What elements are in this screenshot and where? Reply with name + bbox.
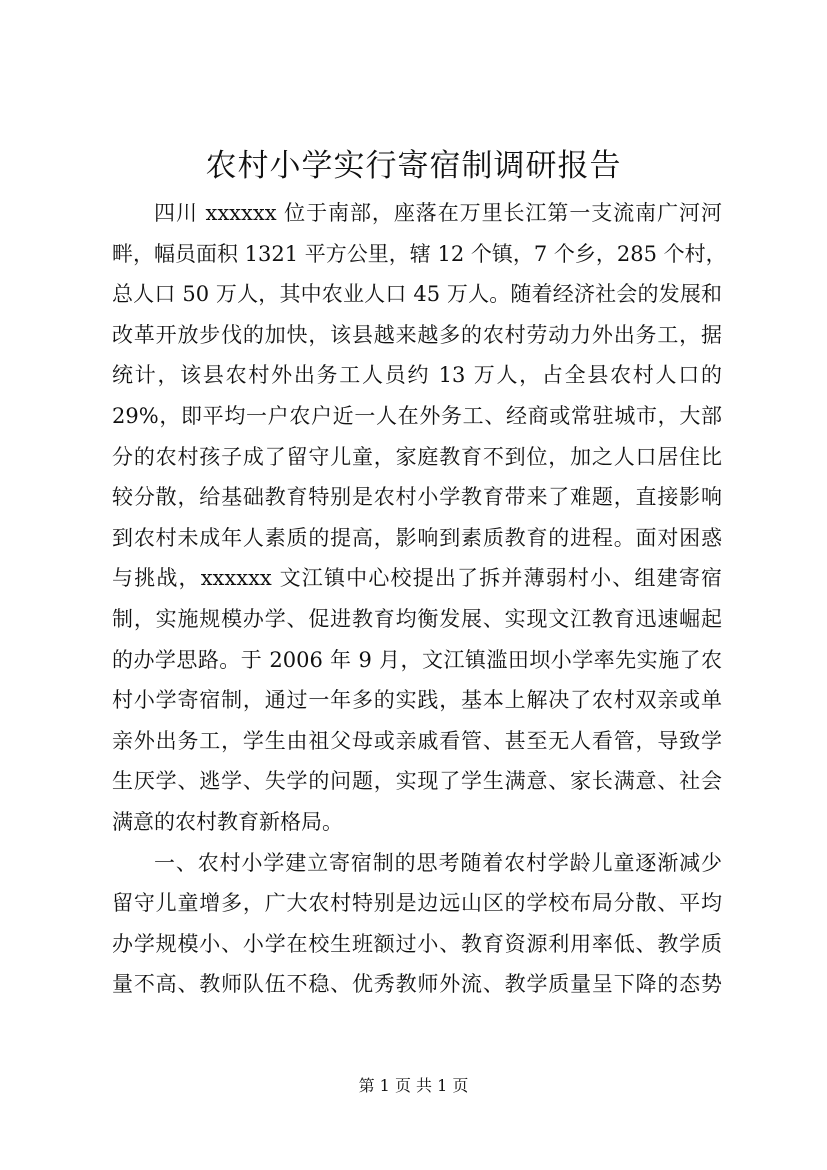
text-line: 与挑战，xxxxxx 文江镇中心校提出了拆并薄弱村小、组建寄宿	[112, 566, 722, 591]
text-line: 生厌学、逃学、失学的问题，实现了学生满意、家长满意、社会	[112, 769, 722, 794]
text-line: 的办学思路。于 2006 年 9 月，文江镇滥田坝小学率先实施了农	[112, 647, 722, 672]
text-line: 制，实施规模办学、促进教育均衡发展、实现文江教育迅速崛起	[112, 606, 722, 631]
text-line: 满意的农村教育新格局。	[112, 809, 343, 834]
text-line: 改革开放步伐的加快，该县越来越多的农村劳动力外出务工，据	[112, 322, 722, 347]
page-footer: 第 1 页 共 1 页	[358, 1076, 469, 1095]
text-line: 分的农村孩子成了留守儿童，家庭教育不到位，加之人口居住比	[112, 444, 722, 469]
text-line: 畔，幅员面积 1321 平方公里，辖 12 个镇，7 个乡，285 个村，	[112, 241, 727, 266]
text-line: 统计，该县农村外出务工人员约 13 万人，占全县农村人口的	[112, 363, 722, 388]
text-line: 留守儿童增多，广大农村特别是边远山区的学校布局分散、平均	[112, 891, 722, 916]
text-line: 办学规模小、小学在校生班额过小、教育资源利用率低、教学质	[112, 931, 722, 956]
document-body	[112, 193, 727, 1005]
paragraph	[112, 843, 722, 1005]
text-line: 村小学寄宿制，通过一年多的实践，基本上解决了农村双亲或单	[112, 688, 722, 713]
text-line: 量不高、教师队伍不稳、优秀教师外流、教学质量呈下降的态势	[112, 972, 722, 997]
text-line: 较分散，给基础教育特别是农村小学教育带来了难题，直接影响	[112, 485, 722, 510]
text-line: 到农村未成年人素质的提高，影响到素质教育的进程。面对困惑	[112, 525, 722, 550]
text-line: 四川 xxxxxx 位于南部，座落在万里长江第一支流南广河河	[154, 201, 722, 225]
text-line: 总人口 50 万人，其中农业人口 45 万人。随着经济社会的发展和	[112, 282, 722, 307]
text-line: 29%，即平均一户农户近一人在外务工、经商或常驻城市，大部	[112, 403, 722, 428]
paragraph	[112, 193, 727, 843]
text-line: 一、农村小学建立寄宿制的思考随着农村学龄儿童逐渐减少	[154, 850, 722, 875]
document-title: 农村小学实行寄宿制调研报告	[205, 148, 622, 184]
text-line: 亲外出务工，学生由祖父母或亲戚看管、甚至无人看管，导致学	[112, 728, 722, 753]
